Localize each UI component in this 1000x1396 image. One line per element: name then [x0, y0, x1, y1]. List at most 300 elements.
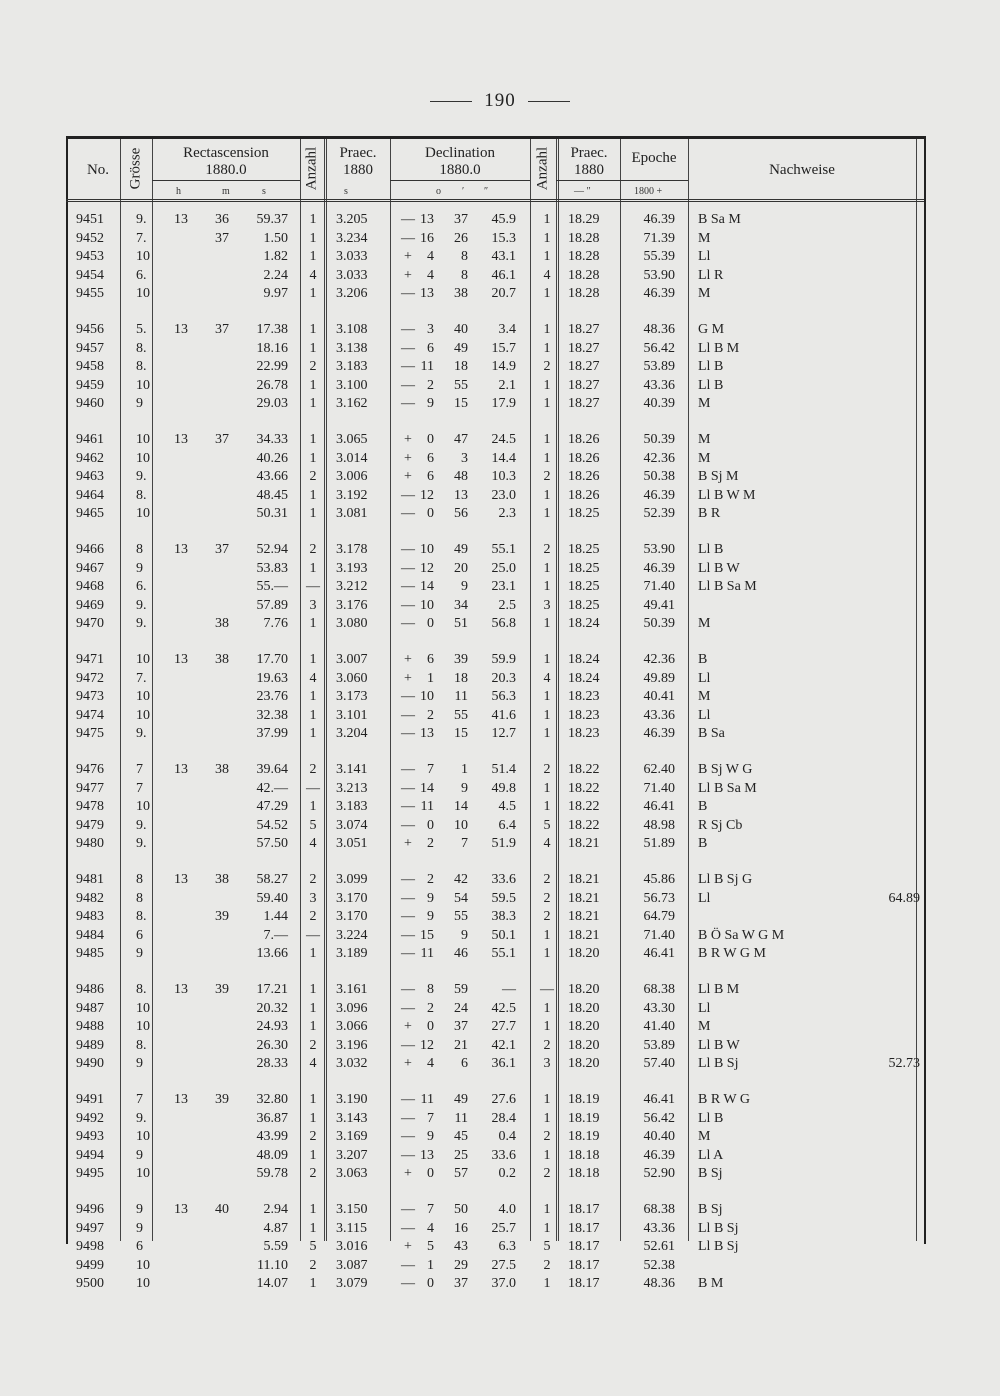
cell-dec-degrees: 7 — [427, 1111, 434, 1126]
cell-number: 9494 — [76, 1148, 104, 1163]
header-dec-title — [390, 145, 530, 179]
cell-dec-seconds: 38.3 — [491, 909, 516, 924]
cell-dec-degrees: 7 — [427, 762, 434, 777]
cell-ra-seconds: 40.26 — [256, 451, 288, 466]
cell-dec-count: 1 — [543, 1276, 551, 1291]
cell-dec-minutes: 49 — [454, 341, 468, 356]
cell-dec-degrees: 14 — [420, 579, 434, 594]
cell-dec-precession: 18.28 — [568, 268, 600, 283]
cell-references: Ll A — [698, 1148, 724, 1163]
table-row — [0, 395, 1000, 413]
cell-dec-sign: + — [404, 469, 412, 484]
cell-ra-precession: 3.170 — [336, 891, 368, 906]
cell-ra-seconds: 4.87 — [263, 1221, 288, 1236]
cell-ra-seconds: 17.21 — [256, 982, 288, 997]
table-row — [0, 597, 1000, 615]
cell-magnitude: 9 — [136, 1221, 143, 1236]
cell-dec-precession: 18.17 — [568, 1258, 600, 1273]
cell-dec-sign: — — [401, 1001, 415, 1016]
cell-epoch: 71.40 — [643, 928, 675, 943]
cell-ra-seconds: 47.29 — [256, 799, 288, 814]
cell-dec-minutes: 16 — [454, 1221, 468, 1236]
cell-number: 9485 — [76, 946, 104, 961]
cell-dec-minutes: 54 — [454, 891, 468, 906]
cell-dec-precession: 18.27 — [568, 396, 600, 411]
cell-extra-epoch: 64.89 — [888, 891, 920, 906]
cell-dec-precession: 18.21 — [568, 872, 600, 887]
cell-ra-precession: 3.143 — [336, 1111, 368, 1126]
cell-dec-precession: 18.25 — [568, 579, 600, 594]
cell-dec-minutes: 21 — [454, 1038, 468, 1053]
cell-dec-seconds: 28.4 — [491, 1111, 516, 1126]
cell-ra-precession: 3.213 — [336, 781, 368, 796]
cell-ra-seconds: 29.03 — [256, 396, 288, 411]
cell-ra-precession: 3.193 — [336, 561, 368, 576]
cell-dec-precession: 18.23 — [568, 708, 600, 723]
cell-epoch: 53.89 — [643, 1038, 675, 1053]
cell-dec-seconds: 43.1 — [491, 249, 516, 264]
cell-ra-seconds: 57.89 — [256, 598, 288, 613]
cell-ra-seconds: 43.66 — [256, 469, 288, 484]
cell-dec-count: 1 — [543, 341, 551, 356]
cell-ra-count: 1 — [309, 982, 317, 997]
cell-ra-precession: 3.204 — [336, 726, 368, 741]
table-row — [0, 1201, 1000, 1219]
table-row — [0, 578, 1000, 596]
cell-dec-seconds: 4.5 — [498, 799, 516, 814]
cell-references: R Sj Cb — [698, 818, 743, 833]
cell-magnitude: 10 — [136, 1258, 150, 1273]
cell-magnitude: 8. — [136, 488, 147, 503]
cell-dec-minutes: 55 — [454, 708, 468, 723]
cell-dec-seconds: 59.5 — [491, 891, 516, 906]
cell-dec-sign: + — [404, 432, 412, 447]
cell-references: Ll — [698, 708, 711, 723]
cell-ra-precession: 3.065 — [336, 432, 368, 447]
cell-number: 9479 — [76, 818, 104, 833]
cell-dec-degrees: 13 — [420, 726, 434, 741]
cell-dec-sign: + — [404, 451, 412, 466]
cell-ra-seconds: 2.24 — [263, 268, 288, 283]
cell-dec-sign: — — [401, 1092, 415, 1107]
cell-dec-sign: — — [401, 341, 415, 356]
cell-number: 9458 — [76, 359, 104, 374]
cell-magnitude: 10 — [136, 451, 150, 466]
cell-magnitude: 10 — [136, 378, 150, 393]
cell-dec-sign: — — [401, 506, 415, 521]
cell-ra-precession: 3.190 — [336, 1092, 368, 1107]
cell-dec-degrees: 11 — [420, 359, 434, 374]
table-row — [0, 1037, 1000, 1055]
page-number — [0, 90, 1000, 112]
cell-dec-precession: 18.27 — [568, 378, 600, 393]
cell-dec-sign: — — [401, 909, 415, 924]
cell-ra-precession: 3.183 — [336, 799, 368, 814]
cell-dec-count: 1 — [543, 506, 551, 521]
cell-ra-seconds: 9.97 — [263, 286, 288, 301]
cell-ra-precession: 3.006 — [336, 469, 368, 484]
table-row — [0, 835, 1000, 853]
cell-dec-sign: — — [401, 689, 415, 704]
cell-dec-precession: 18.18 — [568, 1148, 600, 1163]
cell-number: 9477 — [76, 781, 104, 796]
cell-dec-count: 1 — [543, 616, 551, 631]
cell-ra-precession: 3.115 — [336, 1221, 367, 1236]
cell-references: Ll B Sa M — [698, 781, 757, 796]
cell-references: B M — [698, 1276, 724, 1291]
cell-dec-seconds: 27.5 — [491, 1258, 516, 1273]
cell-dec-degrees: 0 — [427, 1019, 434, 1034]
cell-dec-minutes: 3 — [461, 451, 468, 466]
cell-ra-precession: 3.060 — [336, 671, 368, 686]
header-anzahl-2: Anzahl — [534, 146, 551, 191]
cell-references: Ll — [698, 1001, 711, 1016]
cell-dec-minutes: 24 — [454, 1001, 468, 1016]
cell-ra-seconds: 59.40 — [256, 891, 288, 906]
cell-dec-precession: 18.27 — [568, 322, 600, 337]
cell-epoch: 52.39 — [643, 506, 675, 521]
cell-magnitude: 9 — [136, 1148, 143, 1163]
cell-magnitude: 10 — [136, 1019, 150, 1034]
cell-ra-count: 1 — [309, 1221, 317, 1236]
cell-epoch: 43.36 — [643, 378, 675, 393]
table-row — [0, 321, 1000, 339]
cell-dec-minutes: 14 — [454, 799, 468, 814]
cell-magnitude: 9. — [136, 598, 147, 613]
cell-epoch: 46.39 — [643, 488, 675, 503]
cell-ra-precession: 3.183 — [336, 359, 368, 374]
cell-ra-seconds: 48.09 — [256, 1148, 288, 1163]
cell-dec-precession: 18.20 — [568, 1038, 600, 1053]
cell-ra-precession: 3.014 — [336, 451, 368, 466]
cell-dec-seconds: 15.7 — [491, 341, 516, 356]
cell-ra-count: 1 — [309, 1092, 317, 1107]
cell-magnitude: 10 — [136, 799, 150, 814]
cell-number: 9497 — [76, 1221, 104, 1236]
cell-dec-minutes: 57 — [454, 1166, 468, 1181]
cell-dec-count: 1 — [543, 396, 551, 411]
cell-dec-precession: 18.21 — [568, 928, 600, 943]
cell-ra-count: 4 — [309, 671, 317, 686]
cell-epoch: 46.39 — [643, 726, 675, 741]
cell-dec-sign: + — [404, 652, 412, 667]
cell-dec-seconds: 12.7 — [491, 726, 516, 741]
cell-ra-count: 1 — [309, 396, 317, 411]
cell-dec-seconds: 37.0 — [491, 1276, 516, 1291]
cell-dec-precession: 18.22 — [568, 781, 600, 796]
header-subrule — [152, 180, 300, 181]
table-row — [0, 211, 1000, 229]
cell-number: 9473 — [76, 689, 104, 704]
cell-dec-degrees: 6 — [427, 341, 434, 356]
cell-ra-seconds: 50.31 — [256, 506, 288, 521]
cell-ra-hours: 13 — [174, 1092, 188, 1107]
cell-dec-minutes: 42 — [454, 872, 468, 887]
cell-dec-minutes: 7 — [461, 836, 468, 851]
cell-ra-hours: 13 — [174, 762, 188, 777]
cell-dec-degrees: 14 — [420, 781, 434, 796]
unit-dec-deg: o — [436, 186, 441, 197]
cell-dec-sign: — — [401, 1221, 415, 1236]
header-praec-ra-year: 1880 — [343, 162, 373, 178]
cell-dec-minutes: 9 — [461, 928, 468, 943]
cell-dec-seconds: 42.5 — [491, 1001, 516, 1016]
cell-ra-count: 2 — [309, 872, 317, 887]
table-row — [0, 798, 1000, 816]
cell-number: 9469 — [76, 598, 104, 613]
cell-ra-count: 1 — [309, 249, 317, 264]
table-row — [0, 450, 1000, 468]
cell-ra-count: 2 — [309, 1038, 317, 1053]
cell-dec-sign: — — [401, 799, 415, 814]
cell-epoch: 64.79 — [643, 909, 675, 924]
cell-epoch: 41.40 — [643, 1019, 675, 1034]
cell-dec-degrees: 9 — [427, 909, 434, 924]
cell-dec-seconds: 14.4 — [491, 451, 516, 466]
cell-ra-minutes: 39 — [215, 982, 229, 997]
cell-epoch: 71.39 — [643, 231, 675, 246]
cell-ra-count: 1 — [309, 726, 317, 741]
table-row — [0, 651, 1000, 669]
unit-ra-s: s — [262, 186, 266, 197]
cell-dec-count: 4 — [543, 671, 551, 686]
cell-number: 9490 — [76, 1056, 104, 1071]
cell-epoch: 50.38 — [643, 469, 675, 484]
header-praec-ra — [326, 145, 390, 179]
cell-number: 9455 — [76, 286, 104, 301]
table-row — [0, 468, 1000, 486]
cell-dec-count: 1 — [543, 488, 551, 503]
table-row — [0, 505, 1000, 523]
cell-ra-precession: 3.205 — [336, 212, 368, 227]
cell-ra-precession: 3.212 — [336, 579, 368, 594]
cell-ra-precession: 3.234 — [336, 231, 368, 246]
cell-ra-count: 2 — [309, 542, 317, 557]
cell-ra-precession: 3.196 — [336, 1038, 368, 1053]
cell-ra-count: 1 — [309, 1001, 317, 1016]
cell-dec-minutes: 6 — [461, 1056, 468, 1071]
cell-ra-seconds: 26.78 — [256, 378, 288, 393]
cell-dec-seconds: 10.3 — [491, 469, 516, 484]
cell-dec-degrees: 0 — [427, 1276, 434, 1291]
cell-number: 9460 — [76, 396, 104, 411]
cell-dec-minutes: 47 — [454, 432, 468, 447]
table-row — [0, 688, 1000, 706]
cell-ra-precession: 3.007 — [336, 652, 368, 667]
cell-dec-count: 3 — [543, 1056, 551, 1071]
cell-ra-count: 1 — [309, 286, 317, 301]
cell-ra-count: 1 — [309, 341, 317, 356]
cell-dec-seconds: 2.1 — [498, 378, 516, 393]
cell-dec-precession: 18.24 — [568, 671, 600, 686]
cell-dec-precession: 18.17 — [568, 1221, 600, 1236]
cell-dec-sign: — — [401, 726, 415, 741]
cell-dec-count: 1 — [543, 1111, 551, 1126]
table-row — [0, 1238, 1000, 1256]
cell-ra-seconds: 7.— — [263, 928, 288, 943]
cell-dec-degrees: 2 — [427, 872, 434, 887]
cell-magnitude: 9. — [136, 1111, 147, 1126]
cell-dec-degrees: 11 — [420, 799, 434, 814]
cell-number: 9491 — [76, 1092, 104, 1107]
cell-references: B Sj W G — [698, 762, 753, 777]
cell-dec-degrees: 2 — [427, 836, 434, 851]
cell-ra-precession: 3.169 — [336, 1129, 368, 1144]
header-praec-dec-year: 1880 — [574, 162, 604, 178]
cell-references: Ll B Sj — [698, 1056, 739, 1071]
cell-dec-count: 2 — [543, 1129, 551, 1144]
table-row — [0, 285, 1000, 303]
cell-dec-degrees: 10 — [420, 542, 434, 557]
cell-dec-seconds: 2.3 — [498, 506, 516, 521]
cell-references: B — [698, 652, 708, 667]
cell-dec-precession: 18.24 — [568, 616, 600, 631]
cell-ra-count: 1 — [309, 616, 317, 631]
cell-dec-sign: — — [401, 982, 415, 997]
table-row — [0, 248, 1000, 266]
cell-dec-precession: 18.22 — [568, 762, 600, 777]
cell-ra-precession: 3.192 — [336, 488, 368, 503]
cell-dec-precession: 18.26 — [568, 432, 600, 447]
cell-ra-seconds: 17.38 — [256, 322, 288, 337]
table-row — [0, 725, 1000, 743]
cell-ra-seconds: 17.70 — [256, 652, 288, 667]
cell-ra-precession: 3.016 — [336, 1239, 368, 1254]
cell-dec-precession: 18.19 — [568, 1129, 600, 1144]
cell-dec-sign: — — [401, 1258, 415, 1273]
cell-ra-count: 4 — [309, 1056, 317, 1071]
cell-number: 9466 — [76, 542, 104, 557]
cell-number: 9464 — [76, 488, 104, 503]
cell-magnitude: 8 — [136, 891, 143, 906]
cell-dec-degrees: 12 — [420, 1038, 434, 1053]
cell-ra-count: 1 — [309, 488, 317, 503]
cell-dec-sign: — — [401, 872, 415, 887]
cell-magnitude: 5. — [136, 322, 147, 337]
cell-dec-seconds: 23.0 — [491, 488, 516, 503]
cell-dec-seconds: 6.4 — [498, 818, 516, 833]
cell-dec-sign: — — [401, 598, 415, 613]
cell-dec-degrees: 2 — [427, 378, 434, 393]
cell-ra-seconds: 37.99 — [256, 726, 288, 741]
cell-number: 9457 — [76, 341, 104, 356]
cell-dec-degrees: 13 — [420, 286, 434, 301]
header-praec-dec — [558, 145, 620, 179]
cell-dec-precession: 18.29 — [568, 212, 600, 227]
cell-dec-seconds: 56.8 — [491, 616, 516, 631]
cell-dec-minutes: 8 — [461, 249, 468, 264]
cell-magnitude: 10 — [136, 708, 150, 723]
cell-dec-precession: 18.27 — [568, 341, 600, 356]
cell-number: 9495 — [76, 1166, 104, 1181]
cell-dec-minutes: 9 — [461, 579, 468, 594]
table-row — [0, 431, 1000, 449]
cell-ra-precession: 3.074 — [336, 818, 368, 833]
table-row — [0, 1147, 1000, 1165]
cell-ra-seconds: 19.63 — [256, 671, 288, 686]
cell-dec-degrees: 11 — [420, 946, 434, 961]
cell-dec-precession: 18.20 — [568, 1019, 600, 1034]
cell-ra-seconds: 32.80 — [256, 1092, 288, 1107]
cell-dec-degrees: 13 — [420, 1148, 434, 1163]
cell-dec-precession: 18.26 — [568, 469, 600, 484]
table-row — [0, 1091, 1000, 1109]
cell-epoch: 51.89 — [643, 836, 675, 851]
cell-epoch: 42.36 — [643, 652, 675, 667]
cell-ra-count: 5 — [309, 818, 317, 833]
cell-ra-count: 1 — [309, 708, 317, 723]
header-anzahl: Anzahl — [303, 146, 320, 191]
cell-dec-seconds: 2.5 — [498, 598, 516, 613]
cell-dec-count: 1 — [543, 432, 551, 447]
cell-dec-minutes: 39 — [454, 652, 468, 667]
cell-magnitude: 8 — [136, 542, 143, 557]
cell-dec-sign: — — [401, 561, 415, 576]
cell-dec-degrees: 1 — [427, 671, 434, 686]
cell-magnitude: 6 — [136, 1239, 143, 1254]
cell-dec-minutes: 25 — [454, 1148, 468, 1163]
cell-dec-count: 1 — [543, 579, 551, 594]
cell-dec-seconds: 25.0 — [491, 561, 516, 576]
cell-dec-precession: 18.17 — [568, 1239, 600, 1254]
cell-dec-count: 1 — [543, 781, 551, 796]
cell-number: 9499 — [76, 1258, 104, 1273]
cell-ra-hours: 13 — [174, 652, 188, 667]
table-row — [0, 890, 1000, 908]
table-row — [0, 560, 1000, 578]
cell-ra-seconds: 59.78 — [256, 1166, 288, 1181]
cell-ra-seconds: 26.30 — [256, 1038, 288, 1053]
cell-ra-seconds: 28.33 — [256, 1056, 288, 1071]
table-row — [0, 541, 1000, 559]
cell-dec-sign: — — [401, 359, 415, 374]
cell-references: B R W G M — [698, 946, 766, 961]
cell-dec-degrees: 4 — [427, 1221, 434, 1236]
cell-dec-sign: — — [401, 1148, 415, 1163]
cell-dec-count: 5 — [543, 1239, 551, 1254]
cell-number: 9456 — [76, 322, 104, 337]
table-row — [0, 981, 1000, 999]
cell-ra-seconds: 24.93 — [256, 1019, 288, 1034]
cell-magnitude: 7 — [136, 762, 143, 777]
cell-references: B Sj — [698, 1166, 723, 1181]
cell-dec-count: 1 — [543, 708, 551, 723]
cell-ra-count: 1 — [309, 652, 317, 667]
cell-dec-precession: 18.17 — [568, 1202, 600, 1217]
table-row — [0, 1165, 1000, 1183]
cell-dec-seconds: 4.0 — [498, 1202, 516, 1217]
cell-ra-seconds: 5.59 — [263, 1239, 288, 1254]
cell-epoch: 43.36 — [643, 708, 675, 723]
cell-references: B R W G — [698, 1092, 750, 1107]
cell-dec-precession: 18.25 — [568, 598, 600, 613]
cell-dec-minutes: 13 — [454, 488, 468, 503]
page-number-dash-right — [528, 101, 570, 102]
cell-dec-precession: 18.18 — [568, 1166, 600, 1181]
table-row — [0, 1257, 1000, 1275]
cell-magnitude: 8. — [136, 359, 147, 374]
cell-dec-degrees: 2 — [427, 1001, 434, 1016]
cell-dec-minutes: 46 — [454, 946, 468, 961]
cell-dec-precession: 18.21 — [568, 909, 600, 924]
cell-number: 9493 — [76, 1129, 104, 1144]
cell-dec-seconds: 51.9 — [491, 836, 516, 851]
cell-number: 9461 — [76, 432, 104, 447]
cell-references: Ll — [698, 891, 711, 906]
unit-dec-min: ′ — [462, 186, 465, 197]
cell-ra-count: 1 — [309, 1019, 317, 1034]
cell-dec-seconds: 3.4 — [498, 322, 516, 337]
